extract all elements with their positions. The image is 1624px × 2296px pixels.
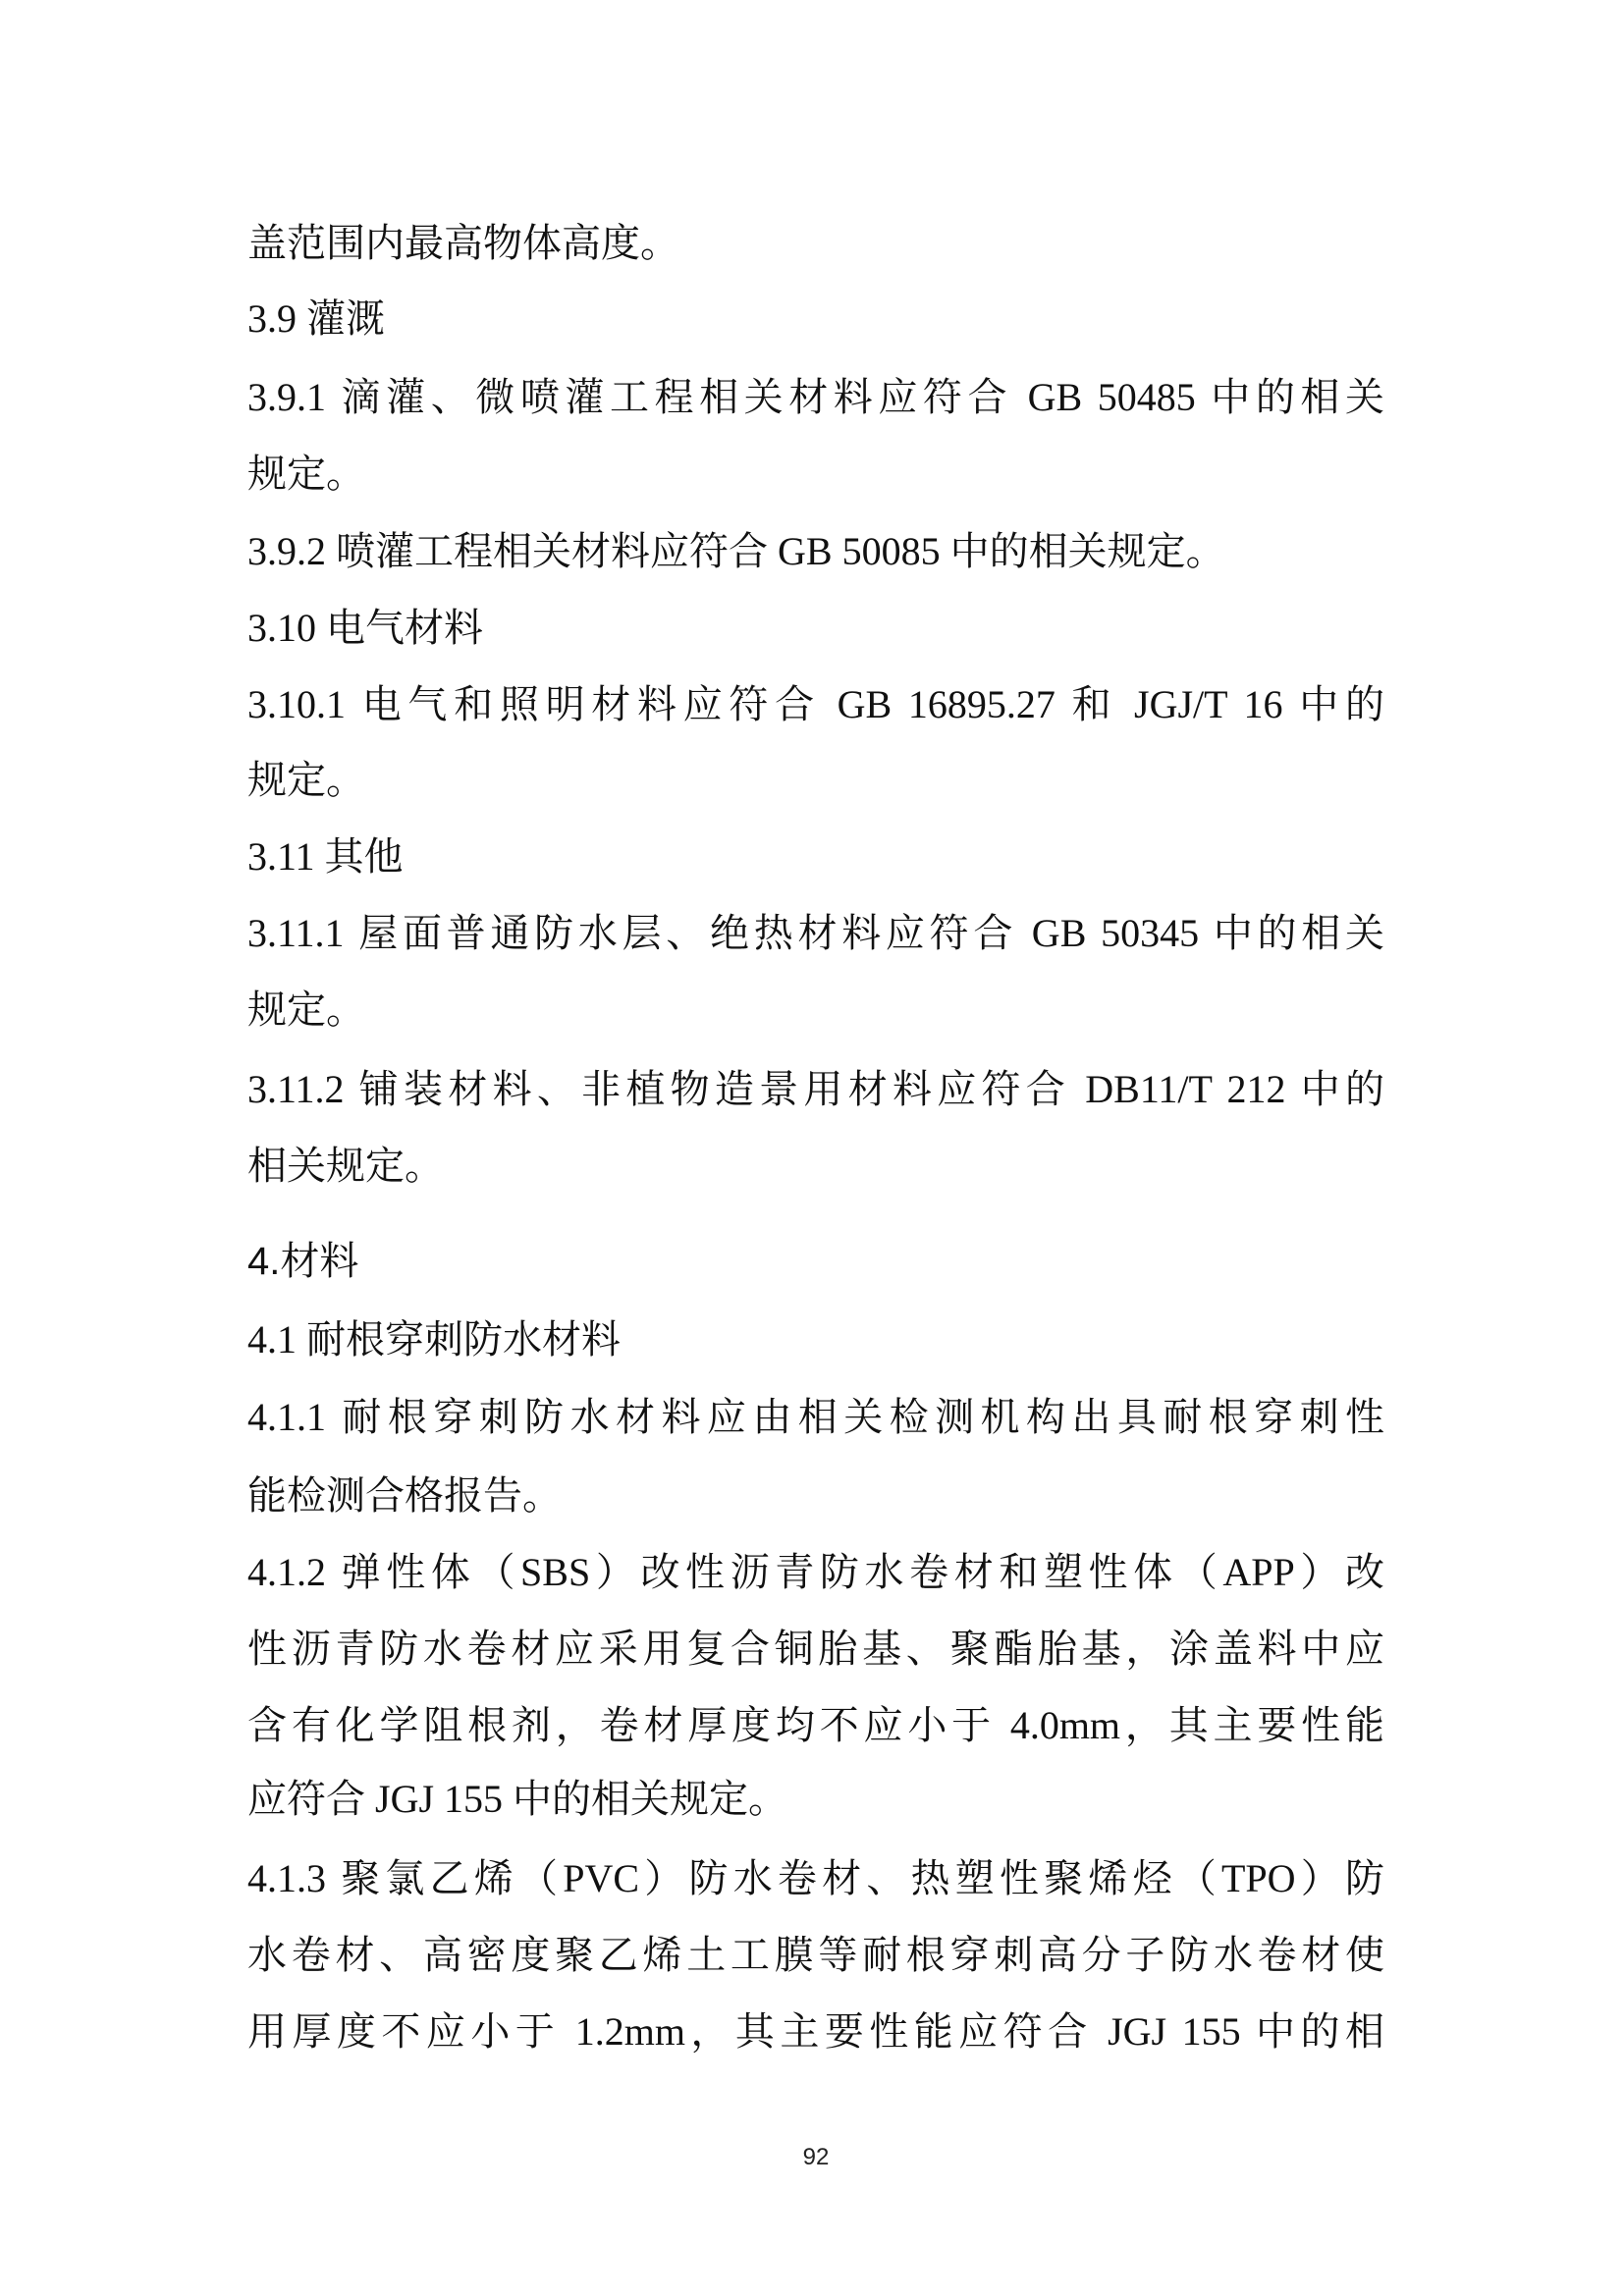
text-line: 水卷材、高密度聚乙烯土工膜等耐根穿刺高分子防水卷材使 [247,1933,1384,1977]
text-line: 3.10.1 电气和照明材料应符合 GB 16895.27 和 JGJ/T 16 中的 [247,682,1384,726]
text-line: 规定。 [247,758,365,802]
section-heading: 4.材料 [247,1240,359,1283]
text-line: 用厚度不应小于 1.2mm，其主要性能应符合 JGJ 155 中的相 [247,2009,1384,2054]
text-line: 性沥青防水卷材应采用复合铜胎基、聚酯胎基，涂盖料中应 [247,1627,1384,1671]
text-line: 3.11.2 铺装材料、非植物造景用材料应符合 DB11/T 212 中的 [247,1067,1384,1111]
text-line: 规定。 [247,452,365,496]
text-line: 3.11 其他 [247,834,404,879]
text-line: 3.9 灌溉 [247,296,385,341]
text-line: 3.10 电气材料 [247,606,483,650]
text-line: 4.1 耐根穿刺防水材料 [247,1317,621,1362]
text-line: 3.9.1 滴灌、微喷灌工程相关材料应符合 GB 50485 中的相关 [247,375,1384,419]
text-line: 盖范围内最高物体高度。 [247,221,679,265]
text-line: 3.11.1 屋面普通防水层、绝热材料应符合 GB 50345 中的相关 [247,911,1384,955]
text-line: 能检测合格报告。 [247,1473,562,1518]
text-line: 含有化学阻根剂，卷材厚度均不应小于 4.0mm，其主要性能 [247,1703,1384,1747]
text-line: 相关规定。 [247,1144,444,1188]
text-line: 4.1.1 耐根穿刺防水材料应由相关检测机构出具耐根穿刺性 [247,1395,1384,1439]
page-number: 92 [802,2144,830,2170]
text-line: 4.1.3 聚氯乙烯（PVC）防水卷材、热塑性聚烯烃（TPO）防 [247,1856,1384,1900]
text-line: 3.9.2 喷灌工程相关材料应符合 GB 50085 中的相关规定。 [247,529,1225,573]
text-line: 4.1.2 弹性体（SBS）改性沥青防水卷材和塑性体（APP）改 [247,1550,1384,1594]
text-line: 应符合 JGJ 155 中的相关规定。 [247,1777,788,1821]
text-line: 规定。 [247,988,365,1032]
